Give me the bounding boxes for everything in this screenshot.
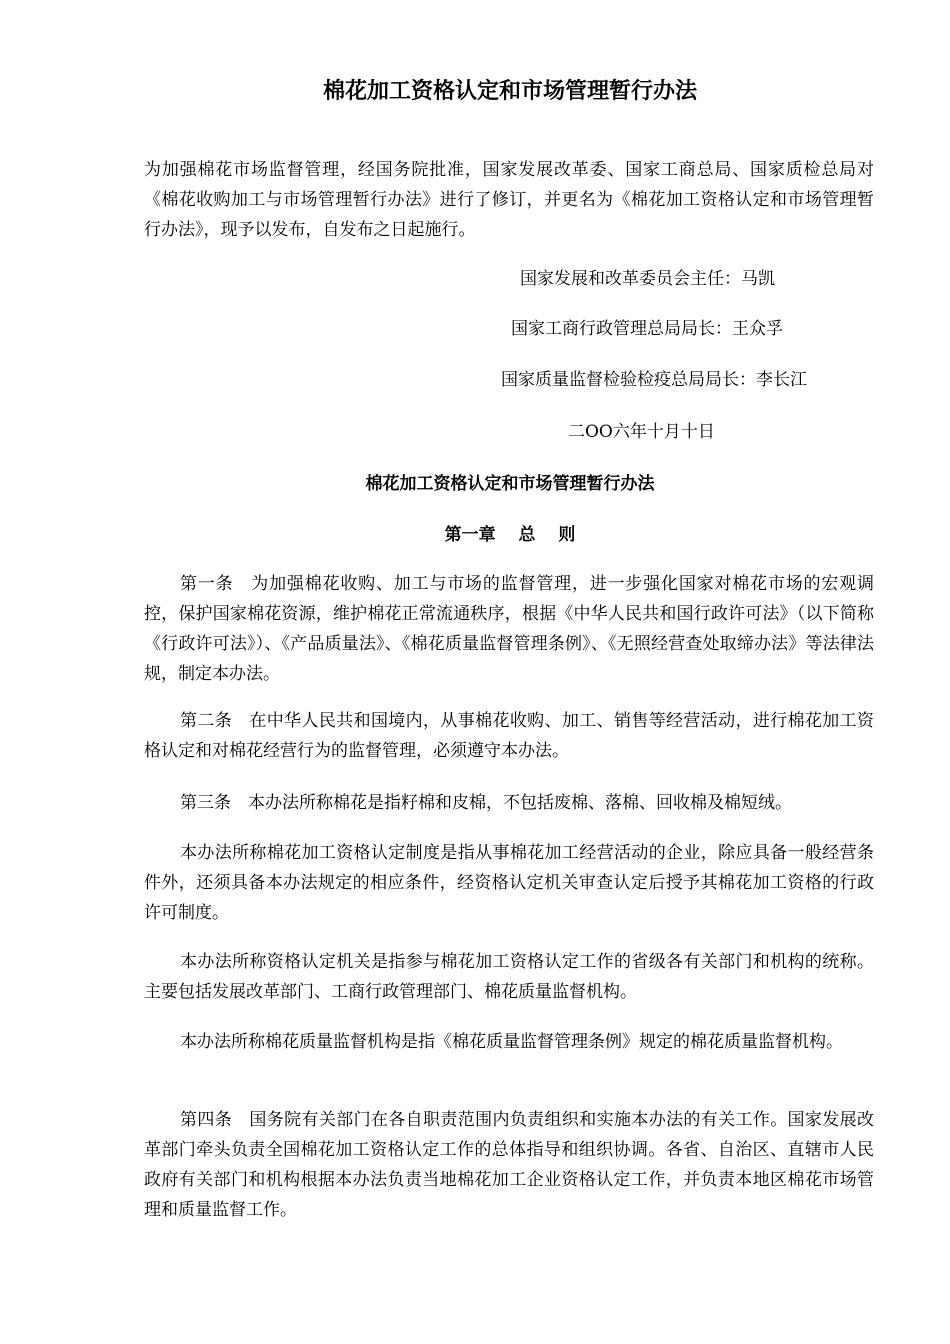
article-4: 第四条 国务院有关部门在各自职责范围内负责组织和实施本办法的有关工作。国家发展改革部门牵头负责全国棉花加工资格认定工作的总体指导和组织协调。各省、自治区、直辖市人民政府有关部门和机构根据本办法负责当地棉花加工企业资格认定工作，并负责本地区棉花市场管理和质量监督工作。 bbox=[144, 1110, 874, 1220]
preamble-paragraph: 为加强棉花市场监督管理，经国务院批准，国家发展改革委、国家工商总局、国家质检总局对《棉花收购加工与市场管理暂行办法》进行了修订，并更名为《棉花加工资格认定和市场管理暂行办法》，现予以发布，自发布之日起施行。 bbox=[144, 160, 874, 240]
signatory-aqsiq: 国家质量监督检验检疫总局局长：李长江 bbox=[501, 370, 807, 390]
article-1: 第一条 为加强棉花收购、加工与市场的监督管理，进一步强化国家对棉花市场的宏观调控，保护国家棉花资源，维护棉花正常流通秩序，根据《中华人民共和国行政许可法》（以下简称《行政许可法》）、《产品质量法》、《棉花质量监督管理条例》、《无照经营查处取缔办法》等法律法规，制定本办法。 bbox=[144, 574, 874, 684]
signatory-ndrc: 国家发展和改革委员会主任：马凯 bbox=[520, 269, 775, 289]
article-3-paragraph-4: 本办法所称棉花质量监督机构是指《棉花质量监督管理条例》规定的棉花质量监督机构。 bbox=[180, 1032, 843, 1052]
regulation-subtitle: 棉花加工资格认定和市场管理暂行办法 bbox=[365, 474, 655, 494]
article-3-paragraph-2: 本办法所称棉花加工资格认定制度是指从事棉花加工经营活动的企业，除应具备一般经营条件外，还须具备本办法规定的相应条件，经资格认定机关审查认定后授予其棉花加工资格的行政许可制度。 bbox=[144, 843, 874, 923]
document-title: 棉花加工资格认定和市场管理暂行办法 bbox=[322, 79, 697, 104]
chapter-heading: 第一章 总 则 bbox=[444, 525, 576, 545]
article-3-paragraph-3: 本办法所称资格认定机关是指参与棉花加工资格认定工作的省级各有关部门和机构的统称。主要包括发展改革部门、工商行政管理部门、棉花质量监督机构。 bbox=[144, 952, 874, 1002]
issue-date: 二OO六年十月十日 bbox=[568, 422, 715, 442]
signatory-saic: 国家工商行政管理总局局长：王众孚 bbox=[511, 319, 783, 339]
article-2: 第二条 在中华人民共和国境内，从事棉花收购、加工、销售等经营活动，进行棉花加工资格认定和对棉花经营行为的监督管理，必须遵守本办法。 bbox=[144, 711, 874, 761]
article-3: 第三条 本办法所称棉花是指籽棉和皮棉，不包括废棉、落棉、回收棉及棉短绒。 bbox=[180, 793, 792, 813]
